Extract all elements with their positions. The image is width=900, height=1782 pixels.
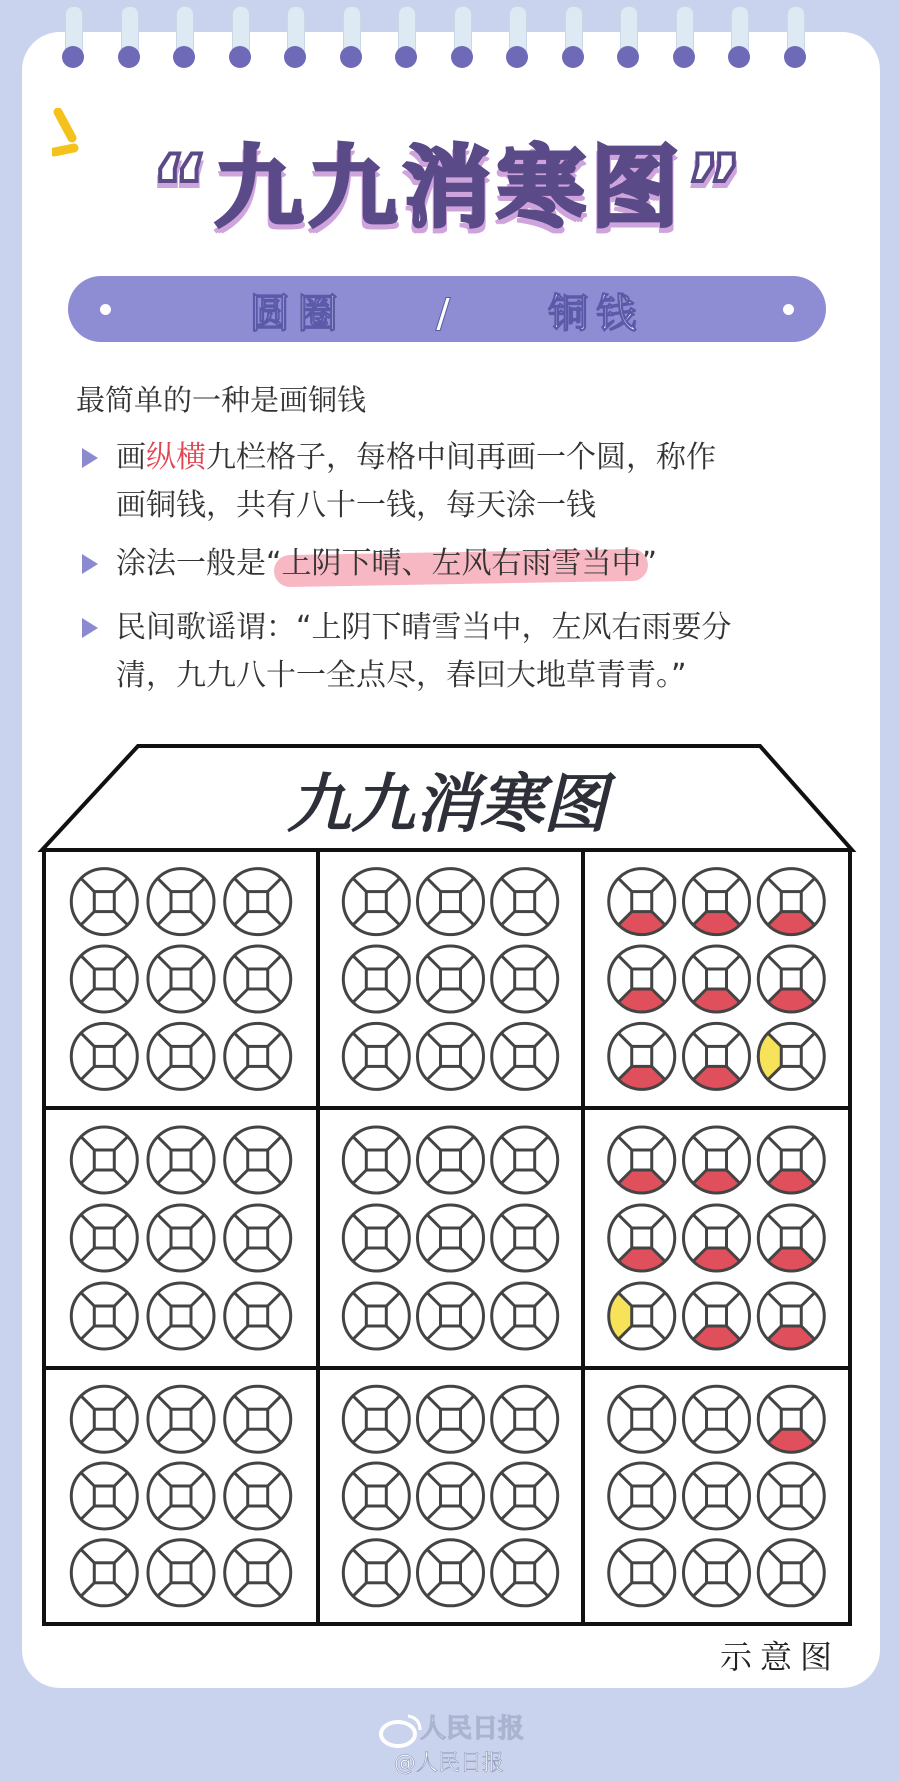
coin bbox=[758, 1127, 824, 1193]
coin bbox=[492, 1127, 558, 1193]
coin bbox=[71, 1023, 137, 1089]
coin bbox=[343, 1463, 409, 1529]
coin bbox=[758, 946, 824, 1012]
watermark-brand: 人民日报 bbox=[420, 1714, 525, 1744]
coin bbox=[343, 1127, 409, 1193]
coin bbox=[225, 1205, 291, 1271]
coin bbox=[492, 869, 558, 935]
coin bbox=[418, 1127, 484, 1193]
coin bbox=[758, 1540, 824, 1606]
coin bbox=[684, 1023, 750, 1089]
coin bbox=[609, 1205, 675, 1271]
coin bbox=[343, 869, 409, 935]
coin bbox=[492, 1283, 558, 1349]
bullet-2-highlight: 上阴下晴、左风右雨雪当中 bbox=[282, 540, 642, 588]
coin bbox=[148, 1283, 214, 1349]
banner-left-text: 圆圈 bbox=[249, 291, 346, 337]
coin bbox=[225, 1463, 291, 1529]
coin bbox=[492, 946, 558, 1012]
bullet-2-pre: 涂法一般是“ bbox=[116, 546, 282, 581]
coin bbox=[492, 1023, 558, 1089]
coin bbox=[71, 946, 137, 1012]
bullet-3-line1: 民间歌谣谓：“上阴下晴雪当中，左风右雨要分 bbox=[116, 610, 732, 645]
coin bbox=[492, 1463, 558, 1529]
coin bbox=[71, 1463, 137, 1529]
bullet-1-pre: 画 bbox=[116, 440, 146, 475]
coin bbox=[148, 1023, 214, 1089]
coin bbox=[225, 869, 291, 935]
coin bbox=[148, 1386, 214, 1452]
coin bbox=[684, 1205, 750, 1271]
coin bbox=[71, 869, 137, 935]
coin bbox=[343, 1023, 409, 1089]
diagram-roof-title: 九九消寒图 bbox=[287, 768, 607, 842]
coin bbox=[492, 1540, 558, 1606]
bullet-1-rest: 九栏格子，每格中间再画一个圆，称作 bbox=[206, 440, 716, 475]
coin bbox=[225, 1283, 291, 1349]
coin bbox=[71, 1205, 137, 1271]
coin bbox=[148, 946, 214, 1012]
intro-text: 最简单的一种是画铜钱 bbox=[76, 383, 367, 417]
bullet-1-red: 纵横 bbox=[146, 440, 206, 475]
coin bbox=[684, 1540, 750, 1606]
diagram-caption: 示意图 bbox=[719, 1638, 840, 1676]
coin bbox=[418, 1540, 484, 1606]
coin bbox=[225, 1386, 291, 1452]
coin bbox=[684, 1127, 750, 1193]
coin bbox=[71, 1127, 137, 1193]
coin bbox=[148, 1463, 214, 1529]
coin bbox=[343, 1386, 409, 1452]
bullet-2-post: ” bbox=[641, 546, 658, 581]
coin bbox=[343, 946, 409, 1012]
coin bbox=[343, 1540, 409, 1606]
coin bbox=[71, 1540, 137, 1606]
coin bbox=[684, 1283, 750, 1349]
coin bbox=[418, 1205, 484, 1271]
coin bbox=[418, 1283, 484, 1349]
coin bbox=[148, 1127, 214, 1193]
coin bbox=[609, 946, 675, 1012]
coin bbox=[225, 1127, 291, 1193]
coin bbox=[418, 1023, 484, 1089]
bullet-1-line2: 画铜钱，共有八十一钱，每天涂一钱 bbox=[116, 488, 596, 523]
coin bbox=[418, 869, 484, 935]
coin bbox=[148, 869, 214, 935]
coin bbox=[609, 1283, 675, 1349]
coin bbox=[225, 1540, 291, 1606]
coin bbox=[758, 1205, 824, 1271]
coin bbox=[148, 1540, 214, 1606]
coin bbox=[418, 1386, 484, 1452]
coin bbox=[418, 1463, 484, 1529]
coin bbox=[225, 1023, 291, 1089]
bullet-3-line2: 清，九九八十一全点尽，春回大地草青青。” bbox=[116, 658, 687, 693]
coin bbox=[758, 869, 824, 935]
coin bbox=[418, 946, 484, 1012]
coin bbox=[758, 1283, 824, 1349]
coin bbox=[609, 1386, 675, 1452]
page-title: “九九消寒图” bbox=[151, 136, 749, 239]
coin bbox=[684, 946, 750, 1012]
banner-separator: / bbox=[435, 291, 459, 337]
coin bbox=[758, 1386, 824, 1452]
coin bbox=[609, 1540, 675, 1606]
coin bbox=[758, 1023, 824, 1089]
coin bbox=[148, 1205, 214, 1271]
coin bbox=[343, 1205, 409, 1271]
coin bbox=[609, 869, 675, 935]
coin bbox=[343, 1283, 409, 1349]
coin bbox=[492, 1205, 558, 1271]
coin bbox=[684, 1386, 750, 1452]
coin bbox=[609, 1023, 675, 1089]
coin bbox=[684, 1463, 750, 1529]
watermark-handle: @人民日报 bbox=[394, 1751, 505, 1776]
coin bbox=[609, 1463, 675, 1529]
weibo-logo-icon bbox=[378, 1712, 424, 1748]
coin bbox=[609, 1127, 675, 1193]
coin bbox=[758, 1463, 824, 1529]
coin bbox=[684, 869, 750, 935]
coin bbox=[71, 1386, 137, 1452]
coin bbox=[492, 1386, 558, 1452]
coin bbox=[71, 1283, 137, 1349]
coin bbox=[225, 946, 291, 1012]
banner-right-text: 铜钱 bbox=[548, 291, 645, 337]
